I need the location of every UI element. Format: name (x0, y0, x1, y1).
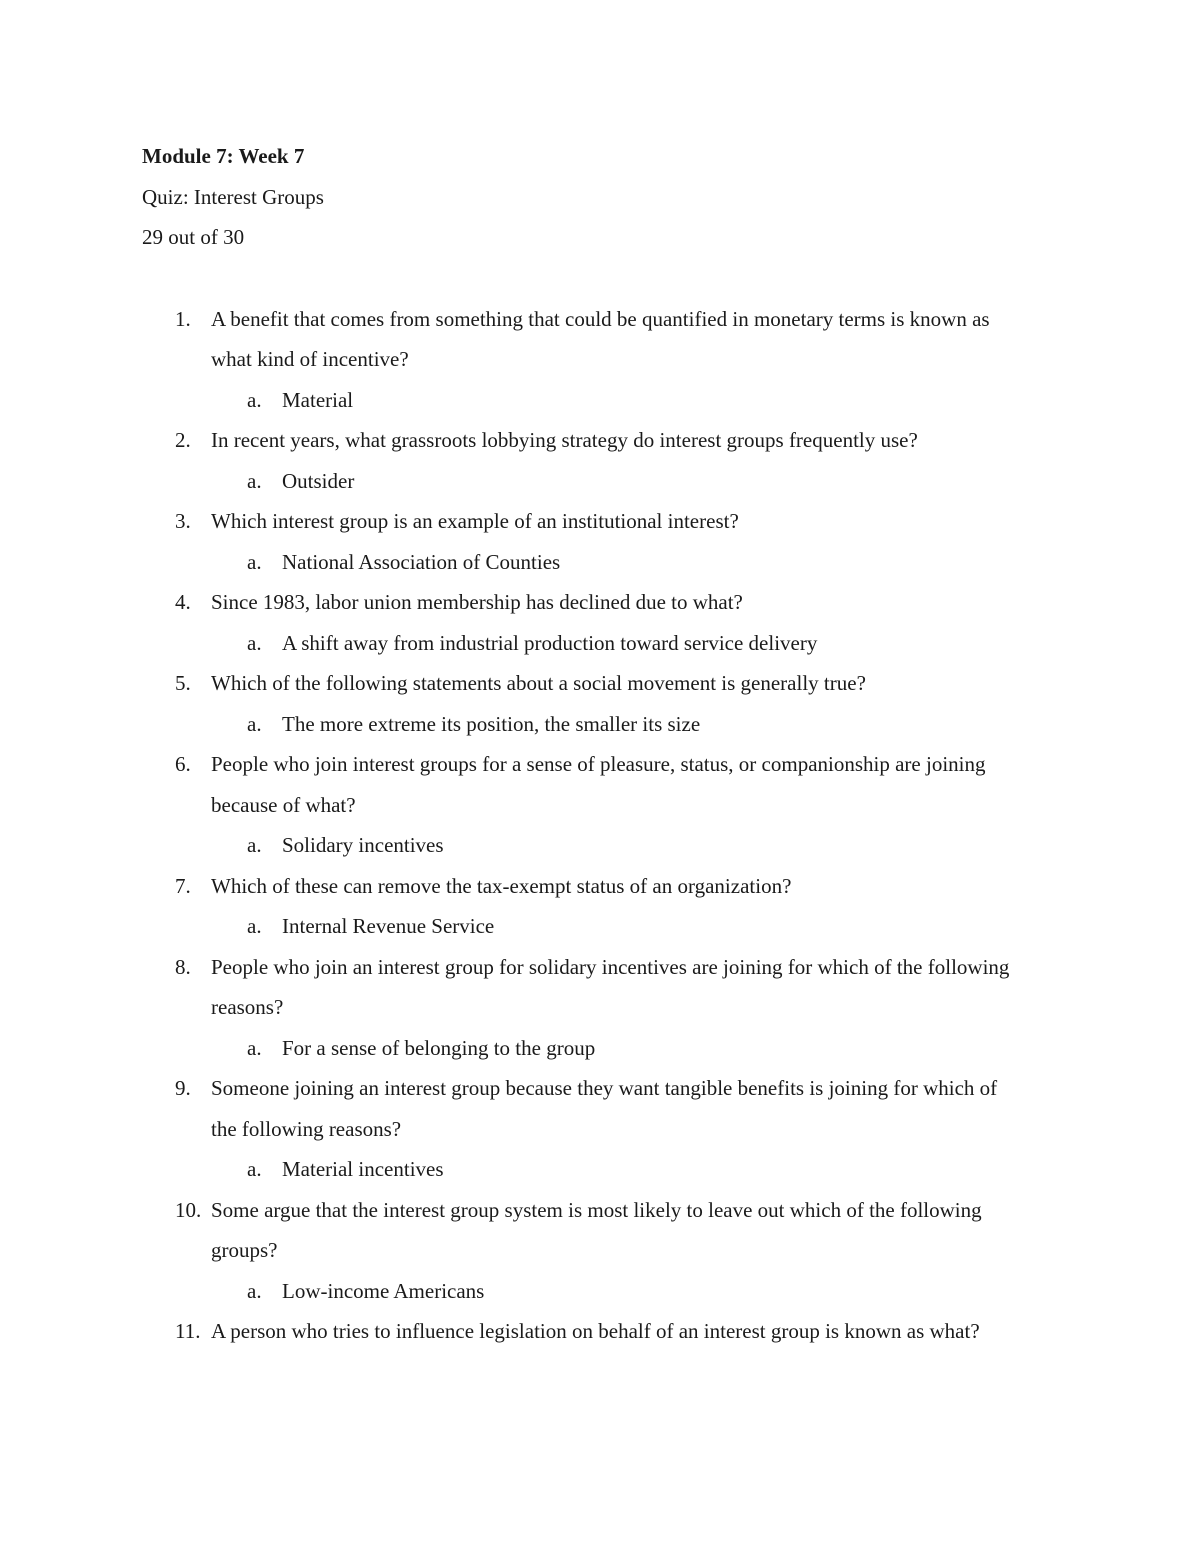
answer-letter: a. (247, 1157, 262, 1181)
answer-text: Material (282, 387, 354, 412)
answer-list (211, 906, 1022, 947)
question-item (142, 1311, 1022, 1352)
question-item (142, 866, 1022, 947)
question-list (142, 299, 1022, 1352)
question-text: Which interest group is an example of an institutional interest? (211, 509, 739, 533)
question-item (142, 299, 1022, 421)
answer-text: Outsider (282, 468, 355, 493)
answer-item (211, 461, 1022, 502)
answer-item (211, 704, 1022, 745)
answer-list (211, 1271, 1022, 1312)
question-item (142, 1190, 1022, 1312)
answer-list (211, 380, 1022, 421)
answer-item (211, 1149, 1022, 1190)
question-text: Which of these can remove the tax-exempt status of an organization? (211, 873, 792, 898)
question-text: People who join interest groups for a sense of pleasure, status, or companionship are joining because of what? (211, 752, 986, 817)
question-text: Some argue that the interest group system is most likely to leave out which of the following groups? (211, 1197, 982, 1262)
answer-text: Material incentives (282, 1157, 444, 1181)
answer-text: A shift away from industrial production toward service delivery (282, 630, 818, 655)
question-text: People who join an interest group for solidary incentives are joining for which of the following reasons? (211, 954, 1010, 1019)
answer-item (211, 380, 1022, 421)
question-text: In recent years, what grassroots lobbying strategy do interest groups frequently use? (211, 428, 918, 452)
quiz-name: Quiz: Interest Groups (142, 184, 324, 209)
question-item (142, 663, 1022, 744)
answer-list (211, 1149, 1022, 1190)
question-number: 9. (175, 1076, 191, 1100)
question-number: 2. (175, 428, 191, 452)
quiz-score: 29 out of 30 (142, 225, 245, 249)
question-text: A benefit that comes from something that could be quantified in monetary terms is known as what kind of incentive? (211, 306, 990, 371)
answer-text: Internal Revenue Service (282, 914, 495, 938)
answer-list (211, 1028, 1022, 1069)
question-item (142, 501, 1022, 582)
question-number: 4. (175, 590, 191, 614)
question-number: 10. (175, 1197, 202, 1222)
question-text: Since 1983, labor union membership has declined due to what? (211, 590, 743, 614)
answer-item (211, 1271, 1022, 1312)
question-number: 6. (175, 752, 191, 776)
question-number: 8. (175, 954, 191, 979)
answer-item (211, 542, 1022, 583)
answer-letter: a. (247, 549, 262, 574)
answer-letter: a. (247, 1035, 262, 1060)
question-number: 5. (175, 671, 191, 695)
answer-text: For a sense of belonging to the group (282, 1035, 596, 1060)
answer-list (211, 461, 1022, 502)
answer-letter: a. (247, 914, 262, 938)
question-number: 7. (175, 873, 191, 898)
question-item (142, 947, 1022, 1069)
question-number: 11. (175, 1319, 201, 1343)
answer-item (211, 906, 1022, 947)
question-text: Which of the following statements about a social movement is generally true? (211, 671, 866, 695)
answer-letter: a. (247, 711, 262, 736)
answer-list (211, 623, 1022, 664)
answer-text: Solidary incentives (282, 833, 444, 857)
question-item (142, 744, 1022, 866)
answer-letter: a. (247, 387, 262, 412)
question-text: A person who tries to influence legislation on behalf of an interest group is known as what? (211, 1319, 980, 1343)
answer-item (211, 623, 1022, 664)
answer-item (211, 825, 1022, 866)
question-item (142, 420, 1022, 501)
question-number: 1. (175, 306, 191, 331)
answer-item (211, 1028, 1022, 1069)
answer-letter: a. (247, 630, 262, 655)
question-item (142, 1068, 1022, 1190)
question-item (142, 582, 1022, 663)
answer-list (211, 542, 1022, 583)
question-number: 3. (175, 509, 191, 533)
answer-text: Low-income Americans (282, 1278, 485, 1303)
document-page (142, 136, 1022, 1352)
answer-letter: a. (247, 833, 262, 857)
answer-text: The more extreme its position, the smaller its size (282, 711, 701, 736)
answer-letter: a. (247, 1278, 262, 1303)
answer-list (211, 825, 1022, 866)
page-title: Module 7: Week 7 (142, 144, 305, 168)
answer-list (211, 704, 1022, 745)
answer-text: National Association of Counties (282, 549, 561, 574)
answer-letter: a. (247, 468, 262, 493)
question-text: Someone joining an interest group because they want tangible benefits is joining for which of the following reasons? (211, 1076, 998, 1141)
